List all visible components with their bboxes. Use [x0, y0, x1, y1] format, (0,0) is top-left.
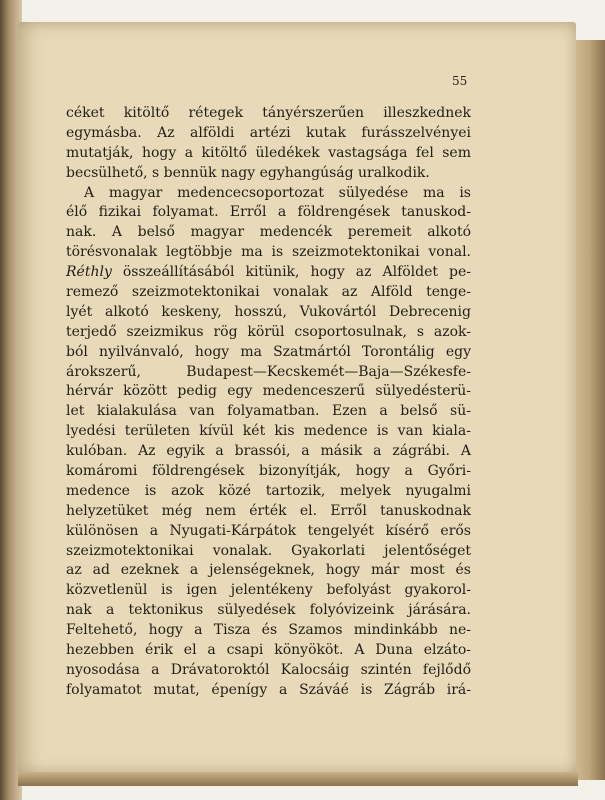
text-line	[66, 462, 471, 482]
text-line	[66, 203, 471, 223]
text-line	[66, 482, 471, 502]
text-line-content: becsülhető, s bennük nagy egyhangúság uralkodik.	[66, 164, 430, 181]
text-line	[66, 561, 471, 581]
text-line-content: helyzetüket még nem érték el. Erről tanuskodnak	[66, 502, 471, 519]
text-line	[66, 104, 471, 124]
text-line-content: lyét alkotó keskeny, hosszú, Vukovártól Debrecenig	[66, 303, 471, 320]
text-line-content: törésvonalak legtöbbje ma is szeizmotektonikai vonal.	[66, 244, 471, 261]
text-line-content: medence is azok közé tartozik, melyek nyugalmi	[66, 482, 471, 499]
text-line	[66, 522, 471, 542]
text-line	[66, 164, 471, 184]
text-line-content: hérvár között pedig egy medenceszerű sülyedésterü-	[66, 383, 471, 400]
text-line	[66, 641, 471, 661]
text-line	[66, 223, 471, 243]
text-line-content: hezebben érik el a csapi könyököt. A Duna elzáto-	[66, 642, 471, 659]
text-line	[66, 343, 471, 363]
text-line	[66, 144, 471, 164]
text-line-content: az ad ezeknek a jelenségeknek, hogy már most és	[66, 562, 471, 579]
text-line-content: céket kitöltő rétegek tányérszerűen illeszkednek	[66, 105, 471, 121]
book-bottom-edge	[18, 772, 578, 786]
text-line-content: szeizmotektonikai vonalak. Gyakorlati jelentőséget	[66, 542, 471, 559]
text-line-content: összeállításából kitünik, hogy az Alföldet pe-	[122, 264, 471, 281]
text-line	[66, 661, 471, 681]
text-line-content: egymásba. Az alföldi artézi kutak furásszelvényei	[66, 124, 471, 141]
text-line-content: terjedő szeizmikus rög körül csoportosulnak, s azok-	[66, 323, 471, 340]
text-line	[66, 283, 471, 303]
text-line-content: folyamatot mutat, épenígy a Száváé is Zágráb irá-	[66, 681, 471, 698]
text-line-content: nak a tektonikus sülyedések folyóvizeink járására.	[66, 602, 471, 619]
text-line-content: A magyar medencecsoportozat sülyedése ma is	[84, 184, 471, 201]
author-name: Réthly	[66, 264, 112, 281]
text-line-content: ból nyilvánvaló, hogy ma Szatmártól Torontálig egy	[66, 343, 471, 360]
page-number: 55	[452, 74, 468, 88]
text-line	[66, 601, 471, 621]
text-line-content: komáromi földrengések bizonyítják, hogy a Győri-	[66, 463, 471, 480]
text-line-content: mutatják, hogy a kitöltő üledékek vastagsága fel sem	[66, 144, 471, 161]
text-line	[66, 184, 471, 204]
text-line-content: remező szeizmotektonikai vonalak az Alföld tenge-	[66, 284, 471, 301]
text-line	[66, 581, 471, 601]
text-line	[66, 502, 471, 522]
text-line	[66, 263, 471, 283]
text-line-content: Feltehető, hogy a Tisza és Szamos mindinkább ne-	[66, 622, 471, 639]
text-line	[66, 681, 471, 701]
text-line	[66, 382, 471, 402]
text-line	[66, 621, 471, 641]
text-line-content: árokszerű, Budapest—Kecskemét—Baja—Székesfe-	[66, 363, 471, 380]
text-line-content: nyosodása a Drávatoroktól Kalocsáig szintén fejlődő	[66, 661, 471, 678]
body-text	[66, 104, 471, 701]
text-line	[66, 363, 471, 383]
text-line-content: kulóban. Az egyik a brassói, a másik a zágrábi. A	[66, 443, 471, 460]
text-line	[66, 323, 471, 343]
text-line-content: lyedési területen kívül két kis medence is van kiala-	[66, 423, 471, 440]
text-line	[66, 243, 471, 263]
text-line-content: közvetlenül is igen jelentékeny befolyást gyakorol-	[66, 582, 471, 599]
text-line	[66, 422, 471, 442]
text-line-content: nak. A belső magyar medencék peremeit alkotó	[66, 224, 471, 241]
text-line-content: különösen a Nyugati-Kárpátok tengelyét kísérő erős	[66, 522, 471, 539]
text-line	[66, 442, 471, 462]
text-line-content: élő fizikai folyamat. Erről a földrengések tanuskod-	[66, 204, 471, 221]
text-line	[66, 542, 471, 562]
text-line	[66, 124, 471, 144]
text-line-content: let kialakulása van folyamatban. Ezen a belső sü-	[66, 403, 471, 420]
text-line	[66, 303, 471, 323]
text-line	[66, 402, 471, 422]
